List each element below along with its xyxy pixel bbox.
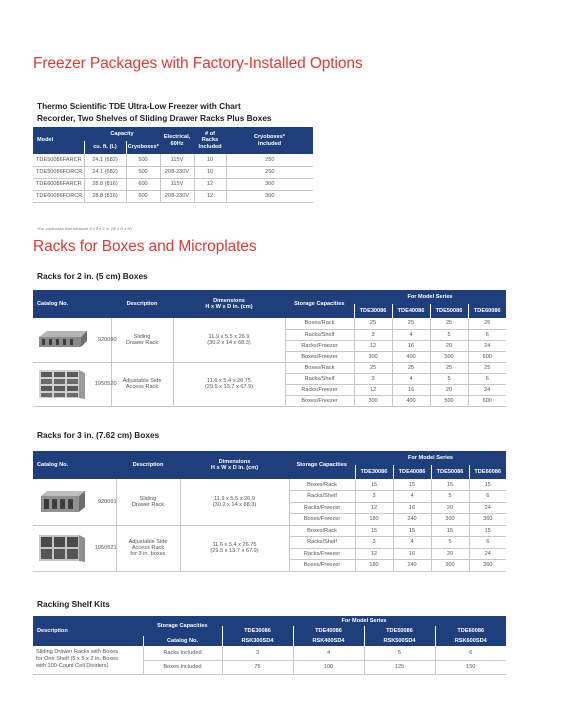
racks2-header-storage: Storage Capacities — [285, 290, 354, 318]
elec-cell: 208-230V — [160, 190, 194, 202]
table-row — [33, 362, 506, 373]
value-cell: 150 — [435, 660, 506, 674]
included-cell: 250 — [226, 166, 313, 178]
description-line: for 3 in. boxes — [130, 551, 166, 557]
tde-header-elec-line1: Electrical, — [163, 134, 191, 140]
tde-header-racks-line3: Included — [198, 143, 222, 150]
catalog-number: 920090 — [97, 336, 117, 343]
value-cell: 5 — [430, 373, 468, 384]
value-cell: 360 — [469, 560, 506, 572]
kit-description-cell — [33, 646, 143, 674]
side-access-rack-3in-image — [37, 533, 87, 563]
value-cell: 600 — [468, 395, 506, 406]
racks3-header-description: Description — [116, 451, 180, 479]
catalog-number: 920091 — [97, 498, 117, 505]
catalog-cell — [33, 479, 116, 525]
value-cell: 100 — [293, 660, 364, 674]
value-cell: 300 — [354, 395, 392, 406]
tde-title-line1: Thermo Scientific TDE Ultra-Low Freezer with Chart — [37, 101, 241, 111]
value-cell: 15 — [393, 525, 431, 537]
tde-header-cryoboxes: Cryoboxes* — [126, 141, 160, 154]
value-cell: 24 — [469, 502, 506, 514]
storage-label: Racks/Shelf — [285, 373, 354, 384]
racks-cell: 12 — [194, 190, 226, 202]
racks2-header-dim-line2: H x W x D in. (cm) — [205, 304, 253, 310]
catalog-cell — [33, 525, 116, 571]
racks3-header-dimensions — [180, 451, 289, 479]
value-cell: 15 — [431, 479, 469, 491]
value-cell: 125 — [364, 660, 435, 674]
value-cell: 3 — [355, 491, 393, 503]
value-cell: 12 — [355, 502, 393, 514]
description-line: Sliding — [133, 333, 151, 340]
kits-header-m3: TDE50086 — [364, 626, 435, 636]
kits-table — [33, 616, 506, 675]
description-line: Drawer Rack — [125, 339, 159, 346]
racks-heading: Racks for Boxes and Microplates — [33, 238, 257, 255]
kits-header-storage: Storage Capacities — [143, 616, 222, 636]
dimensions-line: 11.6 x 5.4 x 26.75 — [212, 542, 257, 548]
racks3-header-dim-line2: H x W x D in. (cm) — [210, 465, 259, 471]
racks-cell: 12 — [194, 178, 226, 190]
racks3-table — [33, 451, 506, 572]
storage-label: Boxes/Rack — [289, 525, 355, 537]
storage-label: Racks/Shelf — [285, 329, 354, 340]
value-cell: 3 — [355, 537, 393, 549]
description-line: Access Rack — [131, 545, 165, 551]
tde-header-cryoinc-line2: Included — [258, 140, 282, 147]
value-cell: 180 — [355, 514, 393, 526]
value-cell: 16 — [392, 384, 430, 395]
value-cell: 25 — [430, 362, 468, 373]
storage-label: Boxes/Freezer — [289, 560, 355, 572]
value-cell: 300 — [354, 351, 392, 362]
storage-label: Boxes/Rack — [285, 362, 354, 373]
cuft-cell: 28.8 (816) — [84, 190, 126, 202]
tde-freezer-table — [33, 127, 313, 203]
kits-header-c2: RSK400SD4 — [293, 636, 364, 646]
value-cell: 12 — [354, 384, 392, 395]
racks3-title: Racks for 3 in. (7.62 cm) Boxes — [37, 430, 160, 440]
racks2-header-dim-line1: Dimensions — [213, 297, 245, 304]
racks2-header-description: Description — [111, 290, 173, 318]
cuft-cell: 24.1 (682) — [84, 166, 126, 178]
value-cell: 16 — [393, 502, 431, 514]
value-cell: 400 — [392, 351, 430, 362]
kits-header-c1: RSK300SD4 — [222, 636, 293, 646]
tde-header-elec-line2: 60Hz — [170, 140, 184, 147]
value-cell: 5 — [431, 491, 469, 503]
racks2-title: Racks for 2 in. (5 cm) Boxes — [37, 271, 148, 281]
description-line: Adjustable Side — [122, 378, 162, 384]
racks2-header-m3: TDE50086 — [430, 304, 468, 318]
kits-header-description: Description — [33, 616, 143, 646]
value-cell: 6 — [469, 491, 506, 503]
value-cell: 500 — [430, 395, 468, 406]
racks2-header-dimensions — [173, 290, 285, 318]
value-cell: 25 — [392, 318, 430, 329]
elec-cell: 115V — [160, 178, 194, 190]
catalog-number: 1950521 — [94, 545, 117, 551]
kits-header-c3: RSK500SD4 — [364, 636, 435, 646]
value-cell: 20 — [430, 384, 468, 395]
table-row — [33, 166, 313, 178]
value-cell: 15 — [355, 525, 393, 537]
included-cell: 250 — [226, 154, 313, 166]
kits-header-series: For Model Series — [222, 616, 506, 626]
elec-cell: 115V — [160, 154, 194, 166]
value-cell: 6 — [468, 373, 506, 384]
storage-label: Boxes/Freezer — [285, 351, 354, 362]
value-cell: 3 — [354, 373, 392, 384]
description-line: Sliding — [139, 495, 157, 502]
table-row — [33, 318, 506, 329]
included-cell: 300 — [226, 178, 313, 190]
catalog-cell — [33, 318, 117, 362]
kits-header-catalog: Catalog No. — [143, 636, 222, 646]
storage-label: Racks/Freezer — [285, 384, 354, 395]
dimensions-line: (29.5 x 13.7 x 67.9) — [204, 384, 254, 390]
value-cell: 300 — [431, 560, 469, 572]
dimensions-line: (29.5 x 13.7 x 67.9) — [210, 548, 259, 554]
tde-footnote: *For cryoboxes that measure 5 x 5 x 2 in. (W x D x H) — [37, 226, 132, 231]
racks3-header-storage: Storage Capacities — [289, 451, 355, 479]
kits-header-m2: TDE40086 — [293, 626, 364, 636]
value-cell: 25 — [354, 318, 392, 329]
racks3-header-dim-line1: Dimensions — [218, 458, 251, 465]
storage-label: Boxes Included — [143, 660, 222, 674]
racks2-table — [33, 290, 506, 407]
tde-header-racks-line2: Racks — [201, 137, 219, 144]
dimensions-line: 11.6 x 5.4 x 26.75 — [206, 378, 252, 384]
storage-label: Boxes/Freezer — [289, 514, 355, 526]
description-line: Adjustable Side — [128, 539, 168, 545]
value-cell: 4 — [393, 491, 431, 503]
dimensions-line: (30.2 x 14 x 68.3) — [207, 339, 251, 346]
racks2-header-series: For Model Series — [354, 290, 506, 304]
included-cell: 300 — [226, 190, 313, 202]
value-cell: 4 — [393, 537, 431, 549]
racks3-header-m4: TDE60086 — [469, 465, 506, 479]
dimensions-cell — [173, 362, 285, 406]
value-cell: 15 — [469, 479, 506, 491]
kits-header-m1: TDE30086 — [222, 626, 293, 636]
storage-label: Racks Included — [143, 646, 222, 660]
value-cell: 25 — [392, 362, 430, 373]
value-cell: 4 — [293, 646, 364, 660]
racks3-header-m3: TDE50086 — [431, 465, 469, 479]
description-line: for One Shelf (5 x 5 x 2 in. Boxes — [36, 656, 119, 663]
value-cell: 20 — [431, 502, 469, 514]
value-cell: 5 — [430, 329, 468, 340]
tde-table-title — [37, 100, 272, 124]
value-cell: 180 — [355, 560, 393, 572]
cryo-cell: 600 — [126, 190, 160, 202]
value-cell: 6 — [468, 329, 506, 340]
description-line: with 100-Count Cell Dividers) — [36, 663, 109, 670]
value-cell: 15 — [393, 479, 431, 491]
description-cell — [116, 479, 180, 525]
storage-label: Racks/Freezer — [289, 502, 355, 514]
description-cell — [111, 318, 173, 362]
sliding-drawer-rack-3in-image — [37, 489, 87, 515]
tde-header-model: Model — [33, 127, 84, 154]
table-row — [33, 646, 506, 660]
storage-label: Boxes/Rack — [285, 318, 354, 329]
cryo-cell: 600 — [126, 178, 160, 190]
kits-header-m4: TDE60086 — [435, 626, 506, 636]
storage-label: Racks/Shelf — [289, 491, 355, 503]
cryo-cell: 500 — [126, 166, 160, 178]
description-cell — [116, 525, 180, 571]
dimensions-cell — [180, 525, 289, 571]
value-cell: 25 — [468, 362, 506, 373]
value-cell: 25 — [430, 318, 468, 329]
model-cell: TDE60086FARCR — [33, 178, 84, 190]
cryo-cell: 500 — [126, 154, 160, 166]
value-cell: 12 — [355, 548, 393, 560]
tde-header-cryoinc-line1: Cryoboxes* — [253, 134, 286, 140]
tde-header-racks-line1: # of — [205, 130, 215, 137]
value-cell: 75 — [222, 660, 293, 674]
value-cell: 500 — [430, 351, 468, 362]
tde-header-capacity: Capacity — [84, 127, 160, 141]
kits-header-c4: RSK600SD4 — [435, 636, 506, 646]
value-cell: 25 — [468, 318, 506, 329]
table-row — [33, 154, 313, 166]
value-cell: 3 — [222, 646, 293, 660]
racks2-header-m2: TDE40086 — [392, 304, 430, 318]
cuft-cell: 24.1 (682) — [84, 154, 126, 166]
tde-header-racks — [194, 127, 226, 154]
racks-cell: 10 — [194, 166, 226, 178]
value-cell: 240 — [393, 560, 431, 572]
catalog-number: 1950520 — [94, 381, 117, 387]
description-line: Access Rack — [125, 384, 159, 390]
value-cell: 400 — [392, 395, 430, 406]
racks-cell: 10 — [194, 154, 226, 166]
racks2-header-m4: TDE60086 — [468, 304, 506, 318]
value-cell: 4 — [392, 373, 430, 384]
value-cell: 15 — [355, 479, 393, 491]
storage-label: Boxes/Rack — [289, 479, 355, 491]
tde-header-cryoboxes-included — [226, 127, 313, 154]
value-cell: 24 — [468, 340, 506, 351]
freezer-packages-heading: Freezer Packages with Factory-Installed Options — [33, 55, 363, 72]
value-cell: 4 — [392, 329, 430, 340]
dimensions-line: (30.2 x 14 x 68.3) — [212, 501, 257, 508]
value-cell: 6 — [435, 646, 506, 660]
elec-cell: 208-230V — [160, 166, 194, 178]
value-cell: 16 — [393, 548, 431, 560]
racks3-header-series: For Model Series — [355, 451, 506, 465]
dimensions-line: 11.9 x 5.5 x 26.9 — [208, 333, 250, 340]
value-cell: 24 — [468, 384, 506, 395]
dimensions-cell — [173, 318, 285, 362]
value-cell: 3 — [354, 329, 392, 340]
description-line: Sliding Drawer Racks with Boxes — [36, 649, 119, 656]
value-cell: 5 — [431, 537, 469, 549]
value-cell: 5 — [364, 646, 435, 660]
description-cell — [111, 362, 173, 406]
storage-label: Racks/Freezer — [285, 340, 354, 351]
catalog-cell — [33, 362, 117, 406]
sliding-drawer-rack-image — [37, 328, 87, 352]
dimensions-line: 11.9 x 5.5 x 26.9 — [214, 495, 255, 502]
racks3-header-m1: TDE30086 — [355, 465, 393, 479]
storage-label: Racks/Shelf — [289, 537, 355, 549]
value-cell: 300 — [431, 514, 469, 526]
table-row — [33, 178, 313, 190]
value-cell: 24 — [469, 548, 506, 560]
tde-header-electrical — [160, 127, 194, 154]
table-row — [33, 525, 506, 537]
model-cell: TDE60086FDRCR — [33, 190, 84, 202]
value-cell: 20 — [430, 340, 468, 351]
dimensions-cell — [180, 479, 289, 525]
value-cell: 600 — [468, 351, 506, 362]
kits-title: Racking Shelf Kits — [37, 599, 110, 609]
value-cell: 15 — [431, 525, 469, 537]
value-cell: 12 — [354, 340, 392, 351]
racks2-header-catalog: Catalog No. — [33, 290, 111, 318]
tde-title-line2: Recorder, Two Shelves of Sliding Drawer Racks Plus Boxes — [37, 113, 272, 123]
cuft-cell: 28.8 (816) — [84, 178, 126, 190]
table-row — [33, 479, 506, 491]
storage-label: Boxes/Freezer — [285, 395, 354, 406]
value-cell: 16 — [392, 340, 430, 351]
model-cell: TDE50086FDRCR — [33, 166, 84, 178]
model-cell: TDE50086FARCR — [33, 154, 84, 166]
value-cell: 360 — [469, 514, 506, 526]
value-cell: 240 — [393, 514, 431, 526]
storage-label: Racks/Freezer — [289, 548, 355, 560]
racks3-header-catalog: Catalog No. — [33, 451, 116, 479]
racks2-header-m1: TDE30086 — [354, 304, 392, 318]
description-line: Drawer Rack — [131, 501, 165, 508]
table-row — [33, 190, 313, 202]
racks3-header-m2: TDE40086 — [393, 465, 431, 479]
value-cell: 6 — [469, 537, 506, 549]
value-cell: 25 — [354, 362, 392, 373]
value-cell: 15 — [469, 525, 506, 537]
value-cell: 20 — [431, 548, 469, 560]
tde-header-cuft: cu. ft. (L) — [84, 141, 126, 154]
side-access-rack-image — [37, 368, 87, 400]
